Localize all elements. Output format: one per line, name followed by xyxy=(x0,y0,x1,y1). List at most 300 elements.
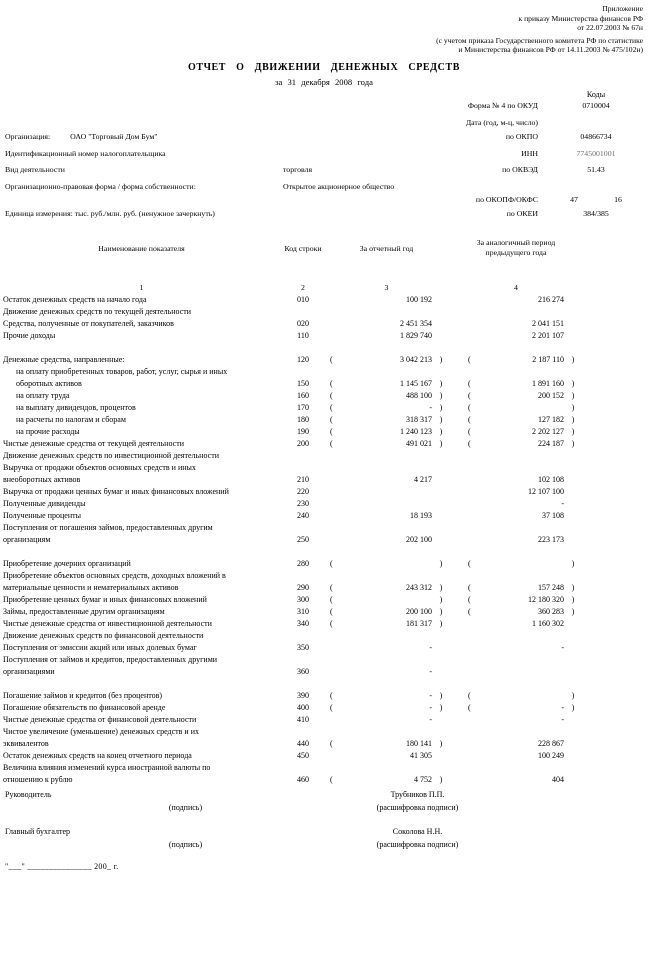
value: 2 201 107 xyxy=(532,331,564,340)
open-paren: ( xyxy=(468,439,471,448)
form-label: Форма № 4 по ОКУД xyxy=(467,101,538,110)
section-label: Движение денежных средств по инвестиционной деятельности xyxy=(3,451,219,460)
footer-date-line: "___" _______________ 200_ г. xyxy=(5,862,119,871)
table-row xyxy=(0,570,648,594)
value-cell xyxy=(450,558,582,570)
value-cell xyxy=(450,618,582,630)
row-code: 120 xyxy=(297,355,309,364)
inn-value: 7745001001 xyxy=(576,149,616,158)
value-cell xyxy=(323,690,450,702)
legal-form-value: Открытое акционерное общество xyxy=(283,182,395,191)
unit-label: Единица измерения: тыс. руб./млн. руб. (ненужное зачеркнуть) xyxy=(5,209,215,218)
organization-value: ОАО "Торговый Дом Бум" xyxy=(70,132,158,141)
value-cell xyxy=(323,378,450,390)
table-row xyxy=(0,426,648,438)
value: 1 145 167 xyxy=(400,379,432,388)
row-label: Поступления от погашения займов, предоставленных другим организациям xyxy=(3,523,213,544)
close-paren: ) xyxy=(439,355,443,364)
value: 1 891 160 xyxy=(532,379,564,388)
value-cell xyxy=(323,750,450,762)
open-paren: ( xyxy=(468,703,471,712)
open-paren: ( xyxy=(468,427,471,436)
value-cell xyxy=(450,774,582,786)
row-code: 440 xyxy=(297,739,309,748)
value-cell xyxy=(323,618,450,630)
value-cell xyxy=(323,606,450,618)
table-row xyxy=(0,558,648,570)
section-row xyxy=(0,450,648,462)
close-paren: ) xyxy=(571,355,575,364)
value: 18 193 xyxy=(410,511,432,520)
value-cell xyxy=(323,582,450,594)
open-paren: ( xyxy=(330,391,333,400)
table-row xyxy=(0,750,648,762)
value: - xyxy=(429,643,432,652)
value-cell xyxy=(450,582,582,594)
row-label: на выплату дивидендов, процентов xyxy=(16,403,136,412)
value: 243 312 xyxy=(406,583,432,592)
close-paren: ) xyxy=(439,559,443,568)
value-cell xyxy=(450,330,582,342)
close-paren: ) xyxy=(439,415,443,424)
close-paren: ) xyxy=(439,427,443,436)
value: 4 217 xyxy=(414,475,432,484)
value-cell xyxy=(323,702,450,714)
value-cell xyxy=(450,714,582,726)
value-cell xyxy=(450,354,582,366)
open-paren: ( xyxy=(330,775,333,784)
value: - xyxy=(429,691,432,700)
value-cell xyxy=(450,594,582,606)
table-row xyxy=(0,510,648,522)
row-code: 280 xyxy=(297,559,309,568)
value: 224 187 xyxy=(538,439,564,448)
appendix-line: (с учетом приказа Государственного комитета РФ по статистике xyxy=(436,35,643,45)
value: 100 249 xyxy=(538,751,564,760)
value-cell xyxy=(323,774,450,786)
open-paren: ( xyxy=(468,403,471,412)
spacer-row xyxy=(0,678,648,690)
value: 200 100 xyxy=(406,607,432,616)
unit-row xyxy=(5,209,642,218)
value: 127 182 xyxy=(538,415,564,424)
open-paren: ( xyxy=(330,355,333,364)
row-label: на расчеты по налогам и сборам xyxy=(16,415,126,424)
row-code: 300 xyxy=(297,595,309,604)
row-label: Полученные дивиденды xyxy=(3,499,86,508)
date-row xyxy=(5,118,642,127)
open-paren: ( xyxy=(468,607,471,616)
row-label: Поступления от займов и кредитов, предоставленных другими организациями xyxy=(3,655,218,676)
value-cell xyxy=(450,606,582,618)
close-paren: ) xyxy=(439,607,443,616)
activity-label: Вид деятельности xyxy=(5,165,65,174)
okei-value: 384/385 xyxy=(583,209,609,218)
value: 1 160 302 xyxy=(532,619,564,628)
row-label: Чистые денежные средства от финансовой деятельности xyxy=(3,715,197,724)
form-header xyxy=(0,0,648,232)
row-label: Займы, предоставленные другим организациям xyxy=(3,607,165,616)
value-cell xyxy=(450,390,582,402)
row-label: Чистое увеличение (уменьшение) денежных средств и их эквивалентов xyxy=(3,727,199,748)
value: 1 240 123 xyxy=(400,427,432,436)
row-label: Полученные проценты xyxy=(3,511,81,520)
value-cell xyxy=(450,690,582,702)
row-label: Чистые денежные средства от текущей деятельности xyxy=(3,439,184,448)
okopf-row xyxy=(5,195,642,204)
value: 2 451 354 xyxy=(400,319,432,328)
value: 216 274 xyxy=(538,295,564,304)
codes-column-label: Коды xyxy=(586,90,606,99)
row-code: 110 xyxy=(297,331,309,340)
open-paren: ( xyxy=(330,691,333,700)
appendix-line: Приложение xyxy=(602,4,643,13)
value: - xyxy=(429,715,432,724)
table-row xyxy=(0,462,648,486)
value-cell xyxy=(323,642,450,654)
value-cell xyxy=(323,354,450,366)
value: 360 283 xyxy=(538,607,564,616)
open-paren: ( xyxy=(330,607,333,616)
close-paren: ) xyxy=(571,379,575,388)
close-paren: ) xyxy=(439,619,443,628)
close-paren: ) xyxy=(439,439,443,448)
row-label: Величина влияния изменений курса иностранной валюты по отношению к рублю xyxy=(3,763,211,784)
table-row xyxy=(0,606,648,618)
row-code: 310 xyxy=(297,607,309,616)
form-code-row xyxy=(5,101,642,110)
value-cell xyxy=(323,666,450,678)
value: - xyxy=(429,703,432,712)
inn-label: ИНН xyxy=(521,149,538,158)
director-name: Трубников П.П. xyxy=(390,790,445,799)
value-cell xyxy=(323,390,450,402)
appendix-line: к приказу Министерства финансов РФ xyxy=(518,13,643,23)
page-subtitle: за 31 декабря 2008 года xyxy=(275,77,373,87)
spacer-row xyxy=(0,546,648,558)
row-label: Чистые денежные средства от инвестиционной деятельности xyxy=(3,619,212,628)
value-cell xyxy=(323,510,450,522)
row-code: 360 xyxy=(297,667,309,676)
open-paren: ( xyxy=(468,559,471,568)
open-paren: ( xyxy=(330,595,333,604)
row-label: на прочие расходы xyxy=(16,427,80,436)
open-paren: ( xyxy=(330,619,333,628)
value: 202 100 xyxy=(406,535,432,544)
row-code: 340 xyxy=(297,619,309,628)
appendix-line: и Министерства финансов РФ от 14.11.2003 № 475/102н) xyxy=(458,45,643,55)
okfs-value: 16 xyxy=(614,195,622,204)
value-cell xyxy=(323,534,450,546)
okved-value: 51.43 xyxy=(587,165,605,174)
okopf-okfs-values xyxy=(550,195,642,204)
row-label: Выручка от продажи ценных бумаг и иных финансовых вложений xyxy=(3,487,229,496)
value: 12 180 320 xyxy=(528,595,564,604)
table-row xyxy=(0,498,648,510)
close-paren: ) xyxy=(439,691,443,700)
close-paren: ) xyxy=(571,703,575,712)
column-header-prev-year-text: За аналогичный период предыдущего года xyxy=(476,238,556,257)
close-paren: ) xyxy=(439,739,443,748)
close-paren: ) xyxy=(439,403,443,412)
value: - xyxy=(429,403,432,412)
table-row xyxy=(0,762,648,786)
column-header-report-year: За отчетный год xyxy=(359,244,414,253)
value: 41 305 xyxy=(410,751,432,760)
value-cell xyxy=(323,738,450,750)
table-row xyxy=(0,330,648,342)
accountant-name: Соколова Н.Н. xyxy=(392,827,443,836)
table-row xyxy=(0,486,648,498)
column-number: 3 xyxy=(384,283,389,292)
value-cell xyxy=(450,378,582,390)
open-paren: ( xyxy=(330,415,333,424)
open-paren: ( xyxy=(330,583,333,592)
open-paren: ( xyxy=(468,595,471,604)
legal-form-label: Организационно-правовая форма / форма собственности: xyxy=(5,182,196,191)
value-cell xyxy=(450,414,582,426)
okopf-value: 47 xyxy=(570,195,578,204)
appendix-note xyxy=(436,4,643,55)
value-cell xyxy=(323,558,450,570)
row-code: 390 xyxy=(297,691,309,700)
value: 2 187 110 xyxy=(532,355,564,364)
row-code: 020 xyxy=(297,319,309,328)
form-code-value: 0710004 xyxy=(582,101,610,110)
row-label: Приобретение ценных бумаг и иных финансовых вложений xyxy=(3,595,207,604)
open-paren: ( xyxy=(330,703,333,712)
row-label: Поступления от эмиссии акций или иных долевых бумаг xyxy=(3,643,197,652)
table-row xyxy=(0,522,648,546)
column-number: 4 xyxy=(514,283,518,292)
value: 180 141 xyxy=(406,739,432,748)
legal-form-row xyxy=(5,182,642,191)
close-paren: ) xyxy=(571,403,575,412)
row-code: 250 xyxy=(297,535,309,544)
row-label: Денежные средства, направленные: xyxy=(3,355,125,364)
table-row xyxy=(0,654,648,678)
column-numbers-row xyxy=(0,282,648,294)
value-cell xyxy=(450,474,582,486)
open-paren: ( xyxy=(330,439,333,448)
row-code: 450 xyxy=(297,751,309,760)
row-label: Погашение обязательств по финансовой аренде xyxy=(3,703,166,712)
value: 12 107 100 xyxy=(528,487,564,496)
table-row xyxy=(0,438,648,450)
value: - xyxy=(429,667,432,676)
row-label: Остаток денежных средств на конец отчетного периода xyxy=(3,751,192,760)
value-cell xyxy=(450,402,582,414)
close-paren: ) xyxy=(571,391,575,400)
value-cell xyxy=(450,702,582,714)
close-paren: ) xyxy=(439,391,443,400)
open-paren: ( xyxy=(468,583,471,592)
value-cell xyxy=(323,474,450,486)
row-label: Приобретение объектов основных средств, доходных вложений в материальные ценности и нематериальных активов xyxy=(3,571,226,592)
table-row xyxy=(0,414,648,426)
open-paren: ( xyxy=(468,355,471,364)
close-paren: ) xyxy=(571,427,575,436)
value-cell xyxy=(450,294,582,306)
value: 200 152 xyxy=(538,391,564,400)
row-code: 220 xyxy=(297,487,309,496)
row-code: 010 xyxy=(297,295,309,304)
row-code: 410 xyxy=(297,715,309,724)
section-row xyxy=(0,306,648,318)
table-row xyxy=(0,402,648,414)
value: 318 317 xyxy=(406,415,432,424)
row-code: 170 xyxy=(297,403,309,412)
value: 1 829 740 xyxy=(400,331,432,340)
table-row xyxy=(0,294,648,306)
signature-name-caption: (расшифровка подписи) xyxy=(376,840,459,849)
close-paren: ) xyxy=(571,415,575,424)
open-paren: ( xyxy=(468,415,471,424)
column-header-prev-year xyxy=(450,232,582,282)
row-label: Остаток денежных средств на начало года xyxy=(3,295,147,304)
value: 228 867 xyxy=(538,739,564,748)
table-body xyxy=(0,294,648,786)
value-cell xyxy=(323,426,450,438)
spacer-row xyxy=(0,342,648,354)
row-code: 460 xyxy=(297,775,309,784)
value: 2 202 127 xyxy=(532,427,564,436)
row-code: 210 xyxy=(297,475,309,484)
value: - xyxy=(561,643,564,652)
value: 223 173 xyxy=(538,535,564,544)
inn-left-label: Идентификационный номер налогоплательщика xyxy=(5,149,166,158)
value: 3 042 213 xyxy=(400,355,432,364)
section-label: Движение денежных средств по текущей деятельности xyxy=(3,307,192,316)
value-cell xyxy=(323,294,450,306)
inn-row xyxy=(5,149,642,158)
value: 2 041 151 xyxy=(532,319,564,328)
open-paren: ( xyxy=(330,379,333,388)
row-label: Выручка от продажи объектов основных средств и иных внеоборотных активов xyxy=(3,463,196,484)
open-paren: ( xyxy=(468,379,471,388)
signature-block xyxy=(0,790,648,900)
value-cell xyxy=(323,330,450,342)
row-label: на оплату труда xyxy=(16,391,70,400)
table-row xyxy=(0,726,648,750)
table-header xyxy=(0,232,648,282)
row-label: Прочие доходы xyxy=(3,331,56,340)
open-paren: ( xyxy=(330,403,333,412)
activity-row xyxy=(5,165,642,174)
open-paren: ( xyxy=(330,427,333,436)
table-row xyxy=(0,354,648,366)
date-label: Дата (год, м-ц, число) xyxy=(465,118,538,127)
column-header-code: Код строки xyxy=(284,244,322,253)
row-code: 230 xyxy=(297,499,309,508)
table-row xyxy=(0,366,648,390)
okpo-label: по ОКПО xyxy=(505,132,538,141)
value-cell xyxy=(450,498,582,510)
value: 4 752 xyxy=(414,775,432,784)
close-paren: ) xyxy=(439,775,443,784)
value: - xyxy=(561,715,564,724)
table-row xyxy=(0,318,648,330)
row-code: 400 xyxy=(297,703,309,712)
column-header-name: Наименование показателя xyxy=(98,244,185,253)
accountant-label: Главный бухгалтер xyxy=(5,827,70,836)
row-label: Средства, полученные от покупателей, заказчиков xyxy=(3,319,174,328)
close-paren: ) xyxy=(439,595,443,604)
organization-row xyxy=(5,132,642,141)
row-code: 290 xyxy=(297,583,309,592)
signature-caption: (подпись) xyxy=(168,803,203,812)
value-cell xyxy=(450,318,582,330)
value: - xyxy=(561,499,564,508)
row-code: 150 xyxy=(297,379,309,388)
value-cell xyxy=(450,750,582,762)
value: 102 108 xyxy=(538,475,564,484)
close-paren: ) xyxy=(571,559,575,568)
close-paren: ) xyxy=(439,703,443,712)
table-row xyxy=(0,642,648,654)
row-code: 240 xyxy=(297,511,309,520)
value-cell xyxy=(323,438,450,450)
director-label: Руководитель xyxy=(5,790,52,799)
activity-value: торговля xyxy=(283,165,313,174)
value: 404 xyxy=(552,775,564,784)
okei-label: по ОКЕИ xyxy=(506,209,538,218)
open-paren: ( xyxy=(330,559,333,568)
row-label: Приобретение дочерних организаций xyxy=(3,559,131,568)
table-row xyxy=(0,702,648,714)
value: 157 248 xyxy=(538,583,564,592)
open-paren: ( xyxy=(330,739,333,748)
column-number: 2 xyxy=(301,283,305,292)
table-row xyxy=(0,594,648,606)
value-cell xyxy=(450,642,582,654)
signature-caption: (подпись) xyxy=(168,840,203,849)
section-label: Движение денежных средств по финансовой деятельности xyxy=(3,631,204,640)
close-paren: ) xyxy=(571,691,575,700)
row-label: на оплату приобретенных товаров, работ, услуг, сырья и иных оборотных активов xyxy=(16,367,228,388)
table-row xyxy=(0,714,648,726)
row-code: 190 xyxy=(297,427,309,436)
value: 181 317 xyxy=(406,619,432,628)
close-paren: ) xyxy=(571,595,575,604)
close-paren: ) xyxy=(571,583,575,592)
row-code: 180 xyxy=(297,415,309,424)
value-cell xyxy=(450,438,582,450)
section-row xyxy=(0,630,648,642)
okopf-label: по ОКОПФ/ОКФС xyxy=(475,195,538,204)
value: 491 021 xyxy=(406,439,432,448)
page-title: ОТЧЕТ О ДВИЖЕНИИ ДЕНЕЖНЫХ СРЕДСТВ xyxy=(187,62,461,73)
value-cell xyxy=(450,534,582,546)
close-paren: ) xyxy=(571,439,575,448)
value: 100 192 xyxy=(406,295,432,304)
close-paren: ) xyxy=(439,583,443,592)
open-paren: ( xyxy=(468,391,471,400)
organization-label: Организация: xyxy=(5,132,51,141)
value-cell xyxy=(450,510,582,522)
value-cell xyxy=(323,414,450,426)
value: - xyxy=(561,703,564,712)
row-code: 200 xyxy=(297,439,309,448)
value-cell xyxy=(450,738,582,750)
open-paren: ( xyxy=(468,691,471,700)
table-row xyxy=(0,690,648,702)
cash-flow-table xyxy=(0,232,648,786)
value-cell xyxy=(450,486,582,498)
value-cell xyxy=(323,594,450,606)
value-cell xyxy=(450,426,582,438)
appendix-line: от 22.07.2003 № 67н xyxy=(577,23,643,33)
